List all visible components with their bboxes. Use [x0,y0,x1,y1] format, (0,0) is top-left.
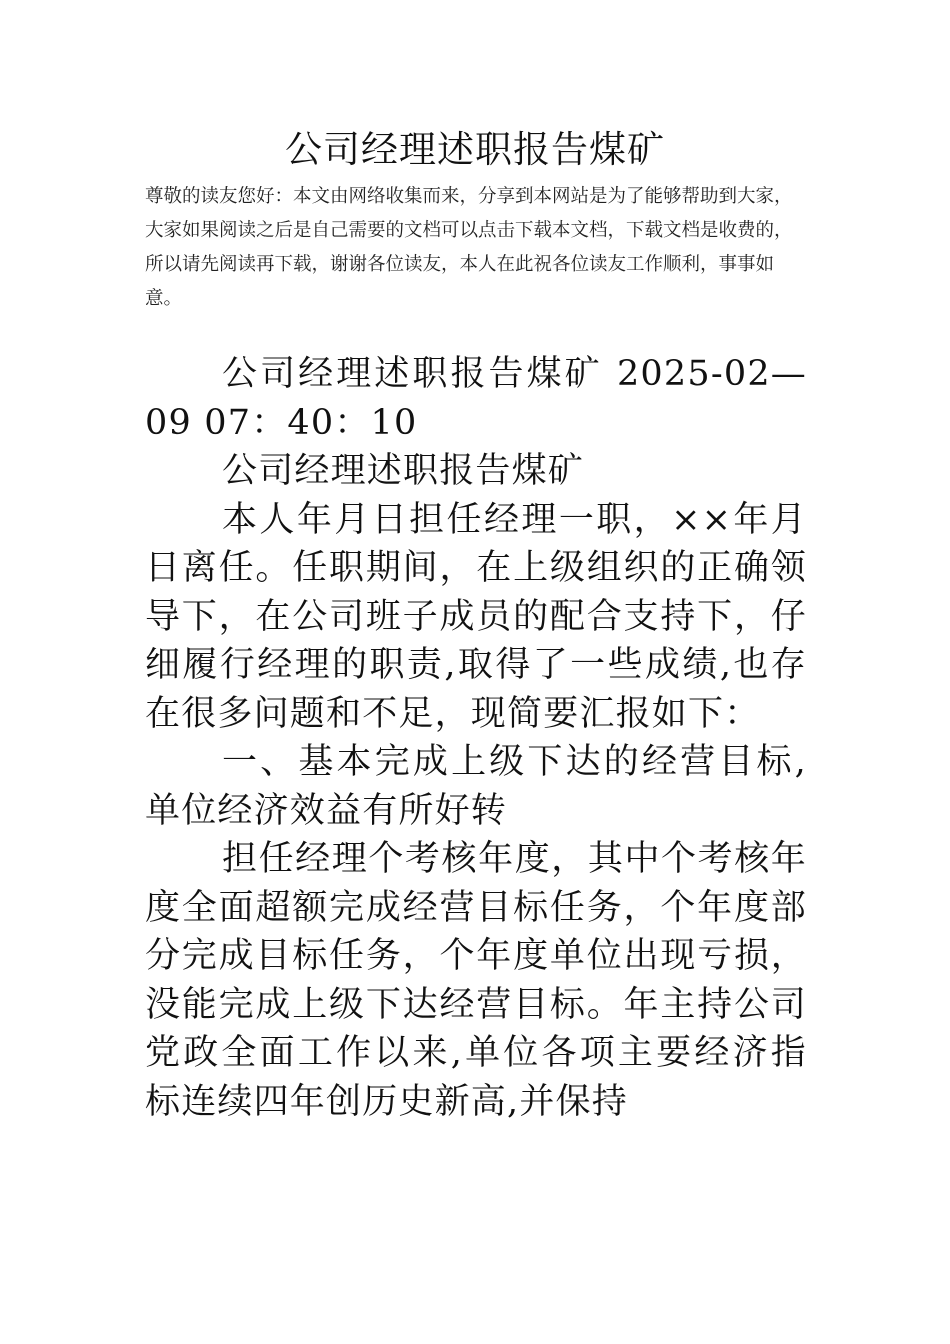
body-paragraph: 担任经理个考核年度，其中个考核年度全面超额完成经营目标任务，个年度部分完成目标任务，个年度单位出现亏损，没能完成上级下达经营目标。年主持公司党政全面工作以来,单位各项主要经济指标连续四年创历史新高,并保持 [145,839,807,1122]
body-paragraph: 本人年月日担任经理一职，××年月日离任。任职期间，在上级组织的正确领导下，在公司班子成员的配合支持下，仔细履行经理的职责,取得了一些成绩,也存在很多问题和不足，现简要汇报如下： [145,499,807,734]
document-body [145,350,807,1126]
document-title: 公司经理述职报告煤矿 [285,128,665,171]
subheading: 公司经理述职报告煤矿 [222,451,585,491]
heading-with-timestamp: 公司经理述职报告煤矿 2025-02—09 07：40：10 [145,354,807,443]
section-heading: 一、基本完成上级下达的经营目标,单位经济效益有所好转 [145,742,807,831]
reader-notice: 尊敬的读友您好：本文由网络收集而来，分享到本网站是为了能够帮助到大家，大家如果阅读之后是自己需要的文档可以点击下载本文档，下载文档是收费的，所以请先阅读再下载，谢谢各位读友，本人在此祝各位读友工作顺利，事事如意。 [145,186,793,309]
